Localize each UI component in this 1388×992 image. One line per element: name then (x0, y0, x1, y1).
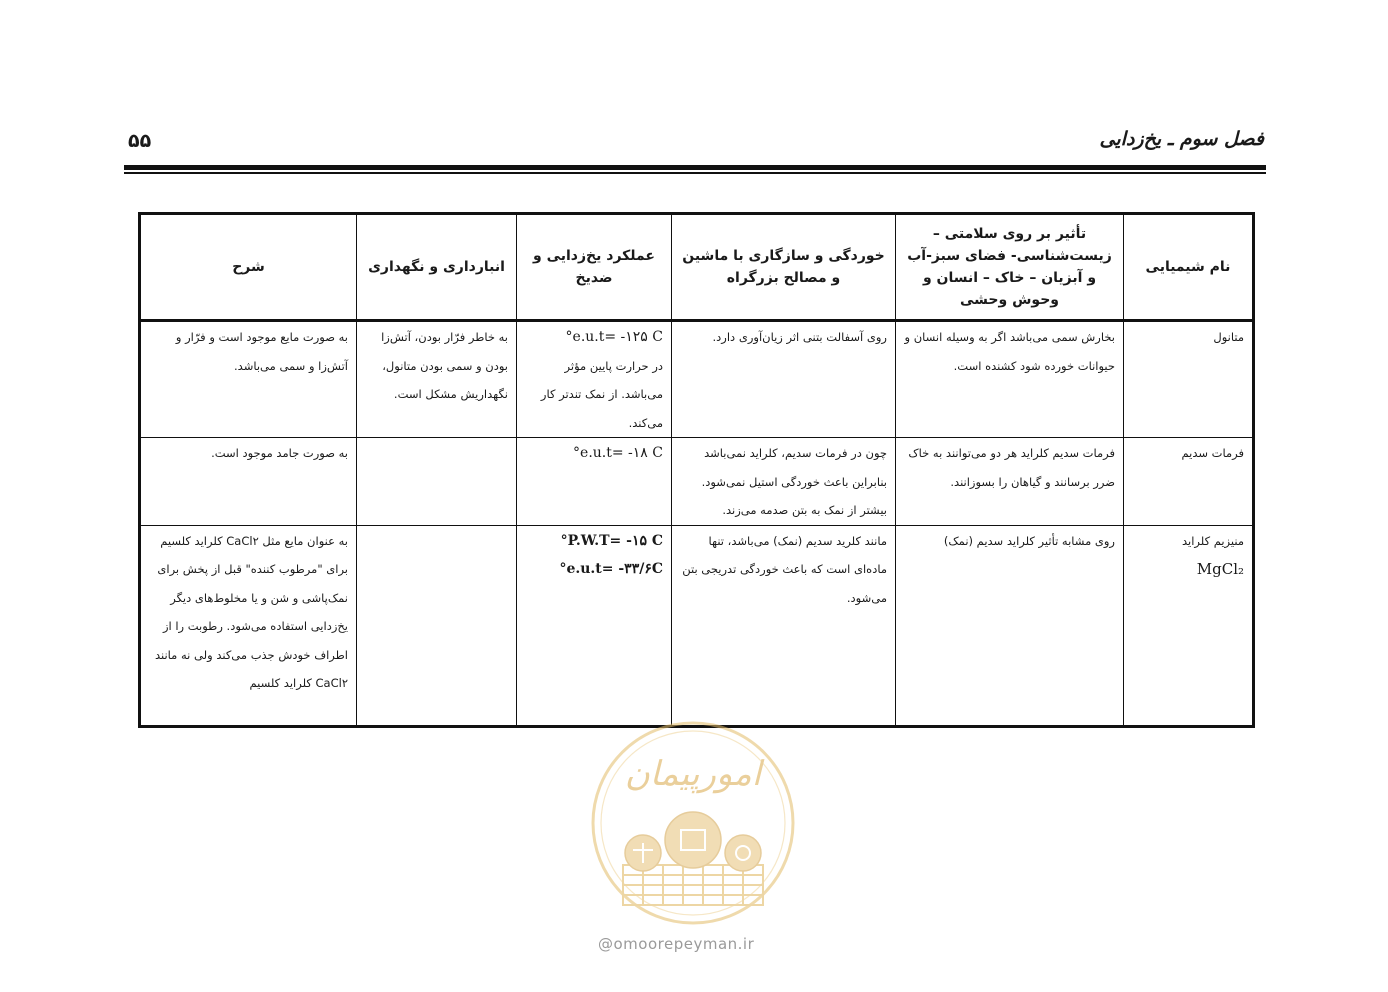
header-corrosion: خوردگی و سازگاری با ماشین و مصالح بزرگراه (672, 214, 896, 321)
cell-corrosion: روی آسفالت بتنی اثر زیان‌آوری دارد. (672, 321, 896, 438)
watermark-url: @omoorepeyman.ir (598, 935, 755, 953)
table-row (140, 525, 1254, 726)
header-health-effect: تأثیر بر روی سلامتی – زیست‌شناسی- فضای سبز-آب و آبزیان – خاک – انسان و وحوش وحشی (896, 214, 1124, 321)
cell-chemical-name (1124, 525, 1254, 726)
table-row (140, 438, 1254, 526)
cell-corrosion: مانند کلرید سدیم (نمک) می‌باشد، تنها ماده‌ای است که باعث خوردگی تدریجی بتن می‌شود. (672, 525, 896, 726)
cell-storage (357, 525, 517, 726)
header-storage: انبارداری و نگهداری (357, 214, 517, 321)
cell-description: به صورت مایع موجود است و فرّار و آتش‌زا و سمی می‌باشد. (140, 321, 357, 438)
cell-storage: به خاطر فرّار بودن، آتش‌زا بودن و سمی بودن متانول، نگهداریش مشکل است. (357, 321, 517, 438)
watermark-logo-text: امورپیمان (624, 754, 762, 794)
performance-formula-1: e.u.t= -۱۲۵ C° (565, 329, 663, 345)
deicer-comparison-table (138, 212, 1255, 728)
header-rule-thin (124, 172, 1266, 174)
performance-formula-1: e.u.t= -۱۸ C° (573, 445, 663, 461)
cell-performance (517, 438, 672, 526)
cell-storage (357, 438, 517, 526)
table-row (140, 321, 1254, 438)
cell-chemical-name (1124, 438, 1254, 526)
chemical-name-text: منیزیم کلراید (1181, 533, 1244, 548)
header-chemical-name: نام شیمیایی (1124, 214, 1254, 321)
cell-description: به صورت جامد موجود است. (140, 438, 357, 526)
watermark-logo (583, 715, 803, 945)
header-rule-thick (124, 165, 1266, 170)
cell-health-effect: روی مشابه تأثیر کلراید سدیم (نمک) (896, 525, 1124, 726)
cell-description: به عنوان مایع مثل CaCl۲ کلراید کلسیم برای "مرطوب کننده" قبل از پخش برای نمک‌پاشی و شن و یا مخلوط‌های دیگر یخ‌زدایی استفاده می‌شود. رطوبت را از اطراف خودش جذب می‌کند ولی نه مانند CaCl۲ کلراید کلسیم (140, 525, 357, 726)
chemical-name-text: متانول (1213, 330, 1244, 344)
performance-formula-2: e.u.t= -۳۳/۶C° (559, 561, 663, 577)
chemical-name-text: فرمات سدیم (1181, 446, 1244, 460)
table-header-row (140, 214, 1254, 321)
cell-health-effect: بخارش سمی می‌باشد اگر به وسیله انسان و حیوانات خورده شود کشنده است. (896, 321, 1124, 438)
cell-corrosion: چون در فرمات سدیم، کلراید نمی‌باشد بنابراین باعث خوردگی استیل نمی‌شود. بیشتر از نمک به بتن صدمه می‌زند. (672, 438, 896, 526)
chemical-formula: MgCl₂ (1196, 560, 1244, 578)
performance-formula-1: P.W.T= -۱۵ C° (560, 532, 663, 549)
cell-health-effect: فرمات سدیم کلراید هر دو می‌توانند به خاک ضرر برسانند و گیاهان را بسوزانند. (896, 438, 1124, 526)
cell-chemical-name (1124, 321, 1254, 438)
performance-text: در حرارت پایین مؤثر می‌باشد. از نمک تندتر کار می‌کند. (540, 358, 663, 430)
chapter-title: فصل سوم ـ یخ‌زدایی (1099, 128, 1264, 150)
cell-performance (517, 321, 672, 438)
header-deicing-performance: عملکرد یخ‌زدایی و ضدیخ (517, 214, 672, 321)
header-description: شرح (140, 214, 357, 321)
page-number: ۵۵ (128, 130, 152, 152)
cell-performance (517, 525, 672, 726)
